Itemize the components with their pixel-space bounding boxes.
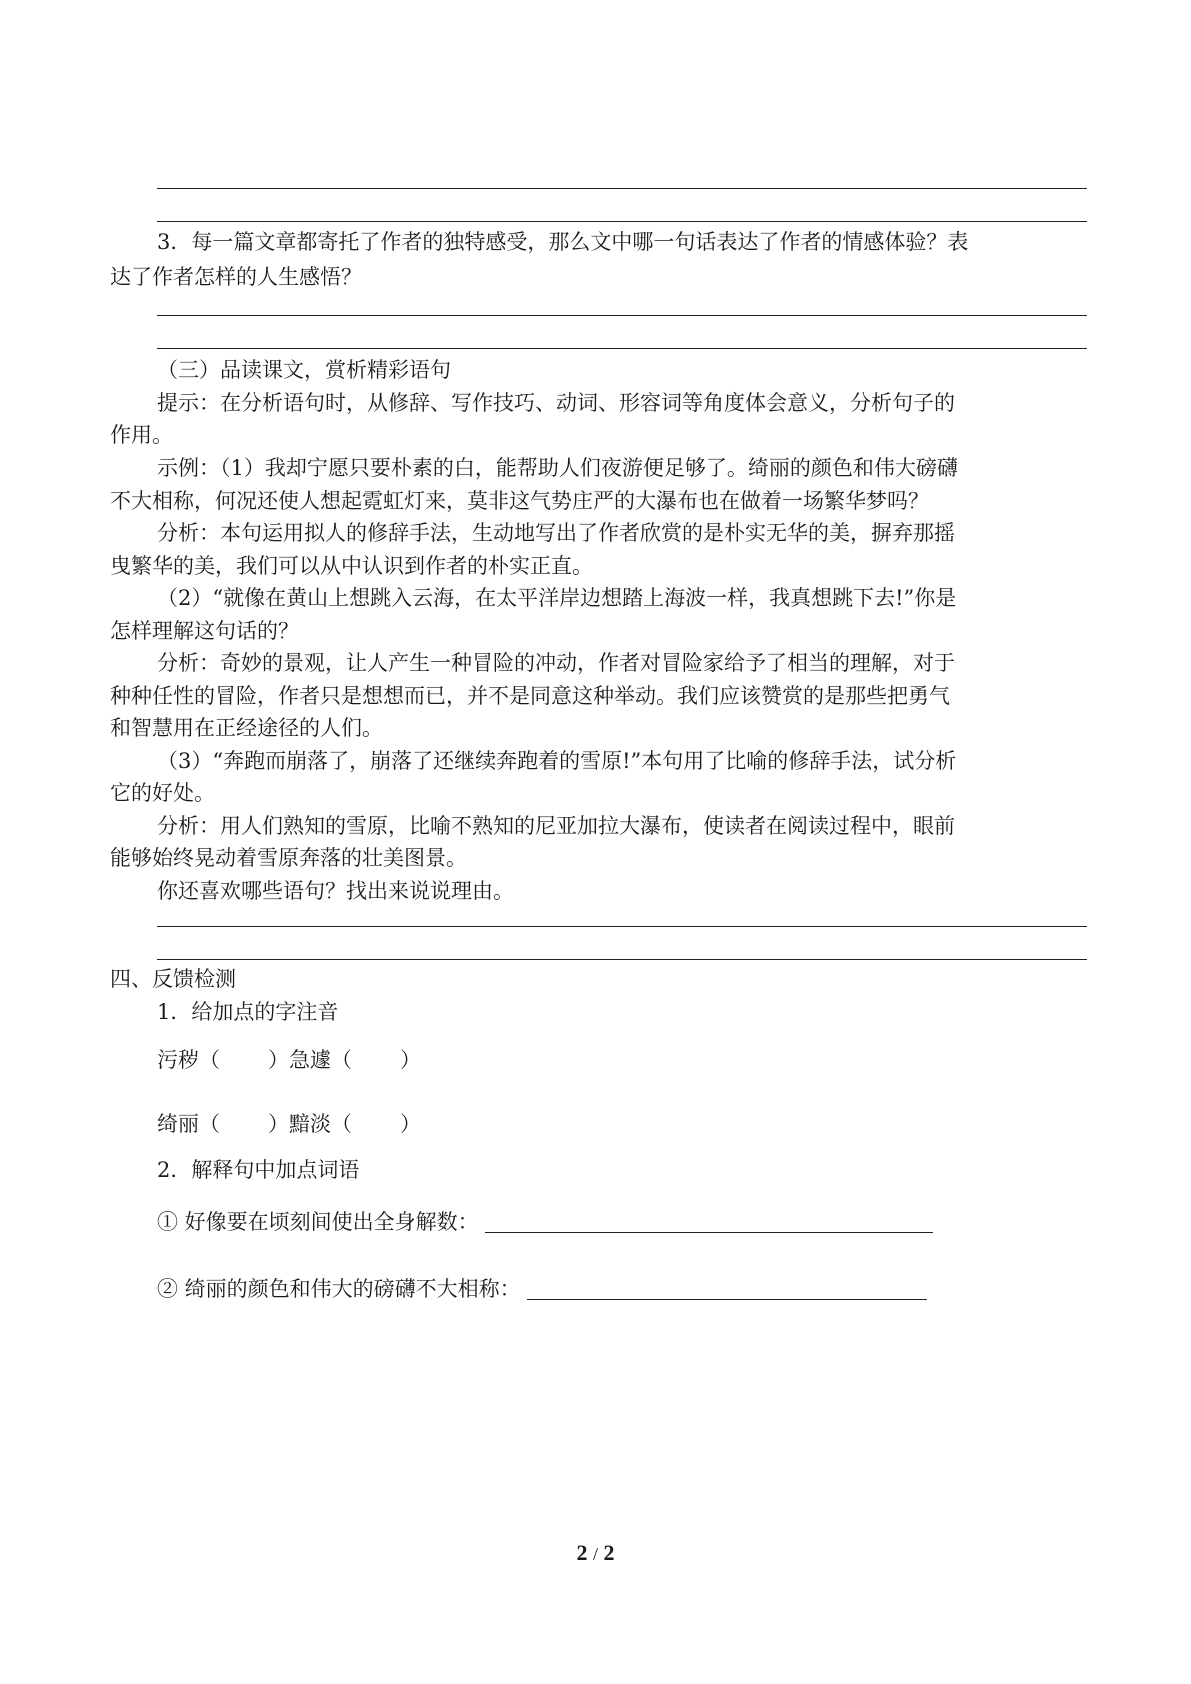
definition-answer-line[interactable] xyxy=(485,1210,933,1233)
analysis-2-line-2: 种种任性的冒险，作者只是想想而已，并不是同意这种举动。我们应该赞赏的是那些把勇气 xyxy=(110,684,950,708)
question-2: 2．解释句中加点词语 xyxy=(157,1158,360,1182)
word-qili: 绮丽（ xyxy=(157,1112,220,1136)
question-1: 1．给加点的字注音 xyxy=(157,1000,339,1024)
bracket-close: ） xyxy=(400,1048,421,1072)
hint-line-2: 作用。 xyxy=(110,423,173,447)
answer-line xyxy=(157,959,1087,960)
example-3-line-2: 它的好处。 xyxy=(110,781,215,805)
answer-line xyxy=(157,221,1087,222)
analysis-2-line-1: 分析：奇妙的景观，让人产生一种冒险的冲动，作者对冒险家给予了相当的理解，对于 xyxy=(157,651,955,675)
definition-item-1-text: ① 好像要在顷刻间使出全身解数： xyxy=(157,1210,479,1234)
analysis-2-line-3: 和智慧用在正经途径的人们。 xyxy=(110,716,383,740)
example-1-line-2: 不大相称，何况还使人想起霓虹灯来，莫非这气势庄严的大瀑布也在做着一场繁华梦吗？ xyxy=(110,489,929,513)
answer-line xyxy=(157,926,1087,927)
more-sentences-prompt: 你还喜欢哪些语句？找出来说说理由。 xyxy=(157,879,514,903)
current-page: 2 xyxy=(576,1540,588,1565)
definition-answer-line[interactable] xyxy=(527,1277,927,1300)
hint-line-1: 提示：在分析语句时，从修辞、写作技巧、动词、形容词等角度体会意义，分析句子的 xyxy=(157,391,955,415)
analysis-3-line-2: 能够始终晃动着雪原奔落的壮美图景。 xyxy=(110,846,467,870)
pinyin-row-2 xyxy=(157,1107,1092,1141)
word-jiju: ）急遽（ xyxy=(268,1048,352,1072)
question-3-line-2: 达了作者怎样的人生感悟？ xyxy=(110,265,362,289)
definition-item-2 xyxy=(157,1272,1092,1306)
question-3-line-1: 3．每一篇文章都寄托了作者的独特感受，那么文中哪一句话表达了作者的情感体验？表 xyxy=(157,230,969,254)
answer-line xyxy=(157,188,1087,189)
section-4-title: 四、反馈检测 xyxy=(110,967,236,991)
analysis-1-line-1: 分析：本句运用拟人的修辞手法，生动地写出了作者欣赏的是朴实无华的美，摒弃那摇 xyxy=(157,521,955,545)
section-3-title: （三）品读课文，赏析精彩语句 xyxy=(157,358,451,382)
example-1-line-1: 示例：（1）我却宁愿只要朴素的白，能帮助人们夜游便足够了。绮丽的颜色和伟大磅礴 xyxy=(157,456,958,480)
analysis-1-line-2: 曳繁华的美，我们可以从中认识到作者的朴实正直。 xyxy=(110,554,593,578)
answer-line xyxy=(157,315,1087,316)
word-andan: ）黯淡（ xyxy=(268,1112,352,1136)
page-number xyxy=(0,1540,1191,1566)
total-pages: 2 xyxy=(603,1540,615,1565)
pinyin-row-1 xyxy=(157,1043,1092,1077)
word-wuhui: 污秽（ xyxy=(157,1048,220,1072)
answer-line xyxy=(157,348,1087,349)
analysis-3-line-1: 分析：用人们熟知的雪原，比喻不熟知的尼亚加拉大瀑布，使读者在阅读过程中，眼前 xyxy=(157,814,955,838)
bracket-close: ） xyxy=(400,1112,421,1136)
definition-item-2-text: ② 绮丽的颜色和伟大的磅礴不大相称： xyxy=(157,1277,521,1301)
example-3-line-1: （3）“奔跑而崩落了，崩落了还继续奔跑着的雪原!”本句用了比喻的修辞手法，试分析 xyxy=(157,749,957,773)
example-2-line-2: 怎样理解这句话的？ xyxy=(110,619,299,643)
definition-item-1 xyxy=(157,1205,1092,1239)
page-separator: / xyxy=(592,1544,598,1564)
example-2-line-1: （2）“就像在黄山上想跳入云海，在太平洋岸边想踏上海波一样，我真想跳下去!”你是 xyxy=(157,586,957,610)
